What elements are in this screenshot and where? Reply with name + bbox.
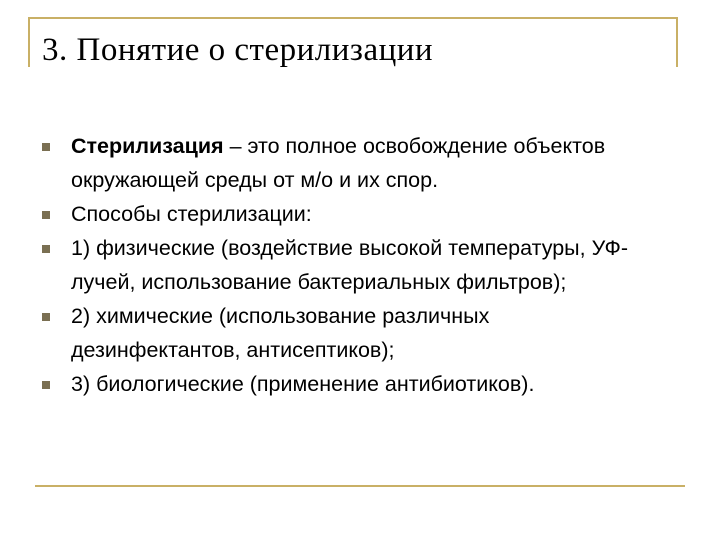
biological-text: 3) биологические (применение антибиотиков).	[71, 372, 535, 396]
frame-right-line	[676, 17, 678, 67]
bullet-item-definition	[42, 129, 662, 197]
bullet-list	[42, 129, 662, 401]
chemical-text: 2) химические (использование различных дезинфектантов, антисептиков);	[71, 304, 490, 362]
frame-bottom-line	[35, 485, 685, 487]
bullet-item-chemical	[42, 299, 662, 367]
bullet-item-physical	[42, 231, 662, 299]
slide-title: 3. Понятие о стерилизации	[42, 32, 434, 68]
frame-top-line	[28, 17, 678, 19]
bullet-item-methods	[42, 197, 662, 231]
square-bullet-icon	[42, 143, 50, 151]
bullet-item-biological	[42, 367, 662, 401]
square-bullet-icon	[42, 381, 50, 389]
square-bullet-icon	[42, 313, 50, 321]
square-bullet-icon	[42, 245, 50, 253]
definition-term: Стерилизация	[71, 134, 224, 158]
definition-text: – это полное освобождение объектов окружающей среды от м/о и их спор.	[71, 134, 606, 192]
physical-text: 1) физические (воздействие высокой температуры, УФ-лучей, использование бактериальных фильтров);	[71, 236, 629, 294]
frame-left-line	[28, 17, 30, 67]
square-bullet-icon	[42, 211, 50, 219]
methods-text: Способы стерилизации:	[71, 202, 312, 226]
